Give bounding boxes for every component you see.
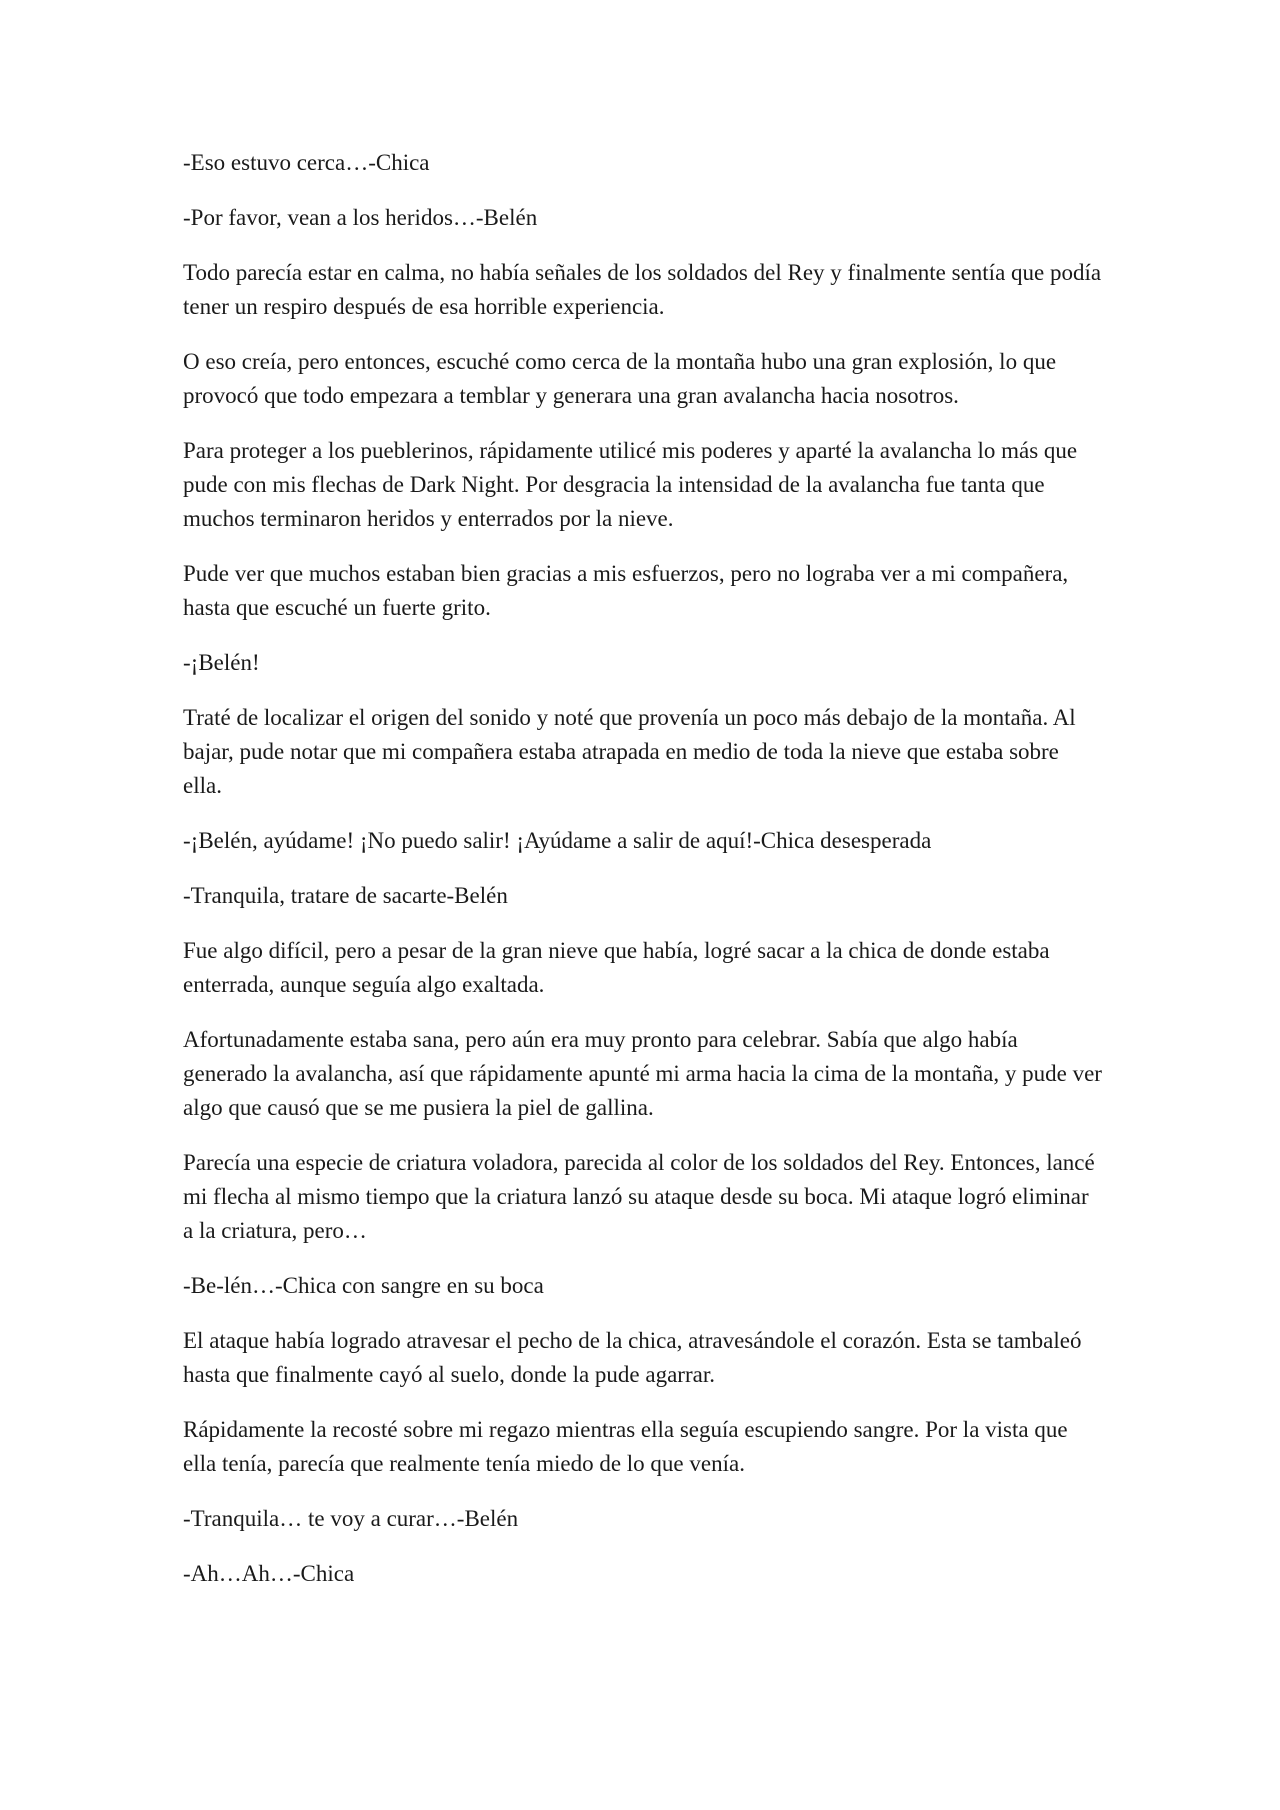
paragraph: El ataque había logrado atravesar el pecho de la chica, atravesándole el corazón. Esta se tambaleó hasta que finalmente cayó al suelo, donde la pude agarrar.: [183, 1328, 1082, 1387]
paragraph: -Eso estuvo cerca…-Chica: [183, 150, 430, 175]
paragraph: Fue algo difícil, pero a pesar de la gran nieve que había, logré sacar a la chica de donde estaba enterrada, aunque seguía algo exaltada.: [183, 938, 1050, 997]
paragraph: Traté de localizar el origen del sonido y noté que provenía un poco más debajo de la montaña. Al bajar, pude notar que mi compañera estaba atrapada en medio de toda la nieve que estaba sobre ella.: [183, 705, 1076, 798]
paragraph: Afortunadamente estaba sana, pero aún era muy pronto para celebrar. Sabía que algo había generado la avalancha, así que rápidamente apunté mi arma hacia la cima de la montaña, y pude ver algo que causó que se me pusiera la piel de gallina.: [183, 1027, 1102, 1120]
paragraph: O eso creía, pero entonces, escuché como cerca de la montaña hubo una gran explosión, lo que provocó que todo empezara a temblar y generara una gran avalancha hacia nosotros.: [183, 349, 1057, 408]
document-body: [183, 146, 1103, 1612]
paragraph: -Por favor, vean a los heridos…-Belén: [183, 205, 538, 230]
paragraph: -¡Belén!: [183, 650, 260, 675]
paragraph: -Tranquila, tratare de sacarte-Belén: [183, 883, 508, 908]
paragraph: Rápidamente la recosté sobre mi regazo mientras ella seguía escupiendo sangre. Por la vista que ella tenía, parecía que realmente tenía miedo de lo que venía.: [183, 1417, 1068, 1476]
paragraph: Parecía una especie de criatura voladora, parecida al color de los soldados del Rey. Entonces, lancé mi flecha al mismo tiempo que la criatura lanzó su ataque desde su boca. Mi ataque logró eliminar a la criatura, pero…: [183, 1150, 1095, 1243]
paragraph: Todo parecía estar en calma, no había señales de los soldados del Rey y finalmente sentía que podía tener un respiro después de esa horrible experiencia.: [183, 260, 1102, 319]
paragraph: Para proteger a los pueblerinos, rápidamente utilicé mis poderes y aparté la avalancha lo más que pude con mis flechas de Dark Night. Por desgracia la intensidad de la avalancha fue tanta que muchos terminaron heridos y enterrados por la nieve.: [183, 438, 1078, 531]
paragraph: -Tranquila… te voy a curar…-Belén: [183, 1506, 519, 1531]
paragraph: Pude ver que muchos estaban bien gracias a mis esfuerzos, pero no lograba ver a mi compañera, hasta que escuché un fuerte grito.: [183, 561, 1069, 620]
paragraph: -Be-lén…-Chica con sangre en su boca: [183, 1273, 544, 1298]
paragraph: -Ah…Ah…-Chica: [183, 1561, 355, 1586]
paragraph: -¡Belén, ayúdame! ¡No puedo salir! ¡Ayúdame a salir de aquí!-Chica desesperada: [183, 828, 932, 853]
